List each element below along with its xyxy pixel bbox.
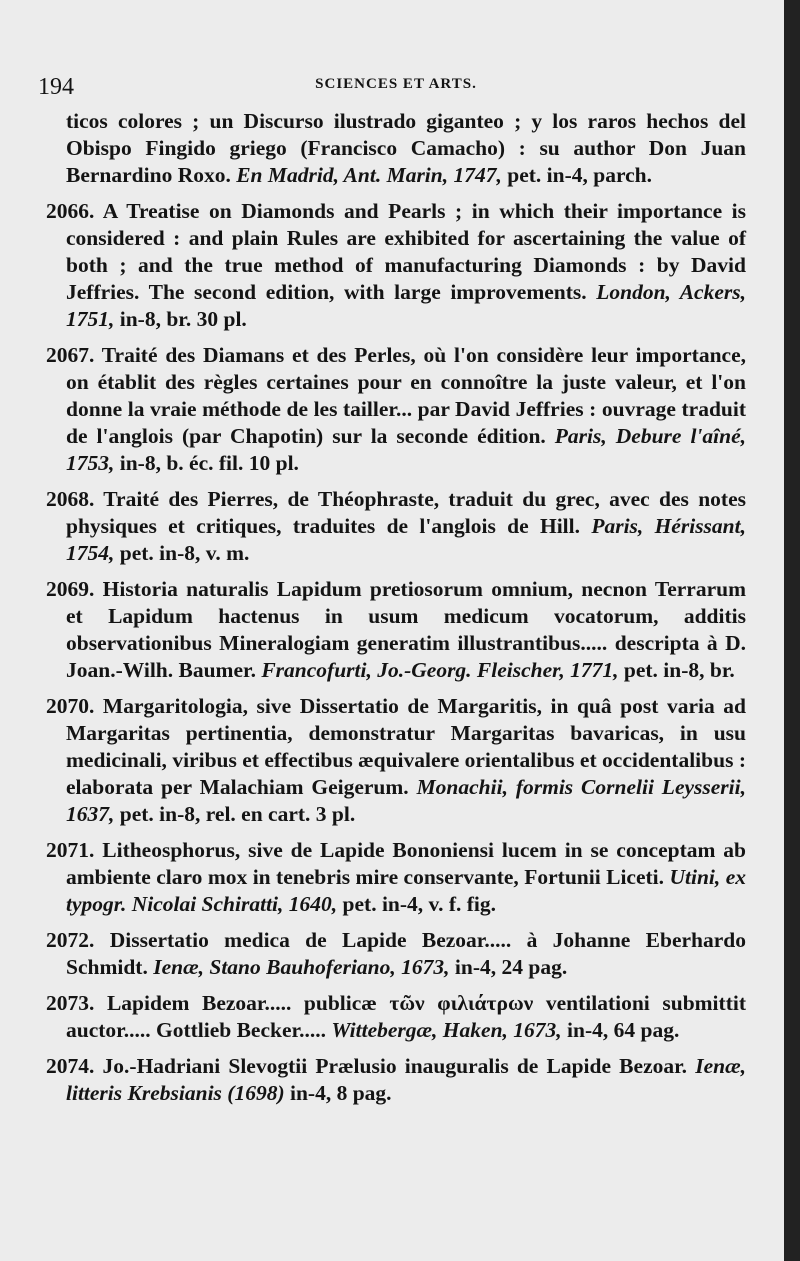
entry-text: Dissertatio medica de Lapide Bezoar..... à Johanne Eberhardo Schmidt. — [66, 928, 746, 979]
running-title: SCIENCES ET ARTS. — [315, 76, 477, 92]
entry-number: 2072. — [46, 928, 95, 952]
entry-number: 2068. — [46, 487, 95, 511]
catalog-entry — [46, 990, 746, 1044]
entry-tail: in-4, 64 pag. — [561, 1018, 680, 1042]
entry-text: Historia naturalis Lapidum pretiosorum omnium, necnon Terrarum et Lapidum hactenus in usum medicum vocatorum, additis observationibus Mineralogiam generatim illustrantibus..... descripta à D. Joan.-Wilh. Baumer. — [66, 577, 746, 682]
entry-tail: pet. in-4, parch. — [501, 163, 652, 187]
catalog-entry — [46, 1053, 746, 1107]
catalog-entry — [46, 576, 746, 684]
entry-tail: in-8, b. éc. fil. 10 pl. — [114, 451, 299, 475]
entry-number: 2074. — [46, 1054, 95, 1078]
entry-text: Lapidem Bezoar..... publicæ τῶν φιλιάτρων ventilationi submittit auctor..... Gottlieb Becker..... — [66, 991, 746, 1042]
catalog-entries — [46, 108, 746, 1107]
entry-imprint: Paris, Debure l'aîné, 1753, — [66, 424, 746, 475]
entry-number: 2069. — [46, 577, 95, 601]
entry-text: ticos colores ; un Discurso ilustrado giganteo ; y los raros hechos del Obispo Fingido griego (Francisco Camacho) : su author Don Juan Bernardino Roxo. — [66, 109, 746, 187]
entry-imprint: Wittebergæ, Haken, 1673, — [331, 1018, 562, 1042]
entry-number: 2070. — [46, 694, 95, 718]
entry-imprint: Utini, ex typogr. Nicolai Schiratti, 1640, — [66, 865, 746, 916]
entry-tail: pet. in-8, v. m. — [114, 541, 250, 565]
entry-text: Traité des Pierres, de Théophraste, traduit du grec, avec des notes physiques et critiques, traduites de l'anglois de Hill. — [66, 487, 746, 538]
entry-text: Litheosphorus, sive de Lapide Bononiensi lucem in se conceptam ab ambiente claro mox in tenebris mire conservante, Fortunii Liceti. — [66, 838, 746, 889]
page-number: 194 — [38, 74, 74, 100]
entry-text: A Treatise on Diamonds and Pearls ; in which their importance is considered : and plain Rules are exhibited for ascertaining the value of both ; and the true method of manufacturing Diamonds : by David Jeffries. The second edition, with large improvements. — [66, 199, 746, 304]
page-header — [38, 68, 746, 108]
entry-number: 2067. — [46, 343, 95, 367]
entry-imprint: En Madrid, Ant. Marin, 1747, — [236, 163, 502, 187]
entry-text: Margaritologia, sive Dissertatio de Margaritis, in quâ post varia ad Margaritas pertinentia, demonstratur Margaritas bavaricas, in usu medicinali, viribus et effectibus æquivalere orientalibus et occidentalibus : elaborata per Malachiam Geigerum. — [66, 694, 746, 799]
entry-number: 2066. — [46, 199, 95, 223]
entry-number: 2073. — [46, 991, 95, 1015]
entry-imprint: Francofurti, Jo.-Georg. Fleischer, 1771, — [261, 658, 619, 682]
entry-text: Traité des Diamans et des Perles, où l'on considère leur importance, on établit des règles certaines pour en connoître la juste valeur, et l'on donne la vraie méthode de les tailler... par David Jeffries : ouvrage traduit de l'anglois (par Chapotin) sur la seconde édition. — [66, 343, 746, 448]
entry-tail: pet. in-4, v. f. fig. — [337, 892, 497, 916]
catalog-entry — [46, 486, 746, 567]
entry-imprint: Paris, Hérissant, 1754, — [66, 514, 746, 565]
catalog-entry — [46, 342, 746, 477]
entry-tail: in-4, 8 pag. — [284, 1081, 392, 1105]
entry-tail: pet. in-8, br. — [618, 658, 735, 682]
entry-text: Jo.-Hadriani Slevogtii Prælusio inauguralis de Lapide Bezoar. — [94, 1054, 696, 1078]
entry-tail: pet. in-8, rel. en cart. 3 pl. — [114, 802, 356, 826]
entry-imprint: London, Ackers, 1751, — [66, 280, 746, 331]
catalog-entry-continued — [46, 108, 746, 189]
catalog-entry — [46, 837, 746, 918]
catalog-entry — [46, 198, 746, 333]
entry-imprint: Ienæ, Stano Bauhoferiano, 1673, — [153, 955, 450, 979]
catalog-entry — [46, 693, 746, 828]
entry-tail: in-4, 24 pag. — [449, 955, 568, 979]
entry-imprint: Ienæ, litteris Krebsianis (1698) — [66, 1054, 746, 1105]
entry-imprint: Monachii, formis Cornelii Leysserii, 1637, — [66, 775, 746, 826]
entry-number: 2071. — [46, 838, 95, 862]
catalog-entry — [46, 927, 746, 981]
entry-tail: in-8, br. 30 pl. — [114, 307, 247, 331]
